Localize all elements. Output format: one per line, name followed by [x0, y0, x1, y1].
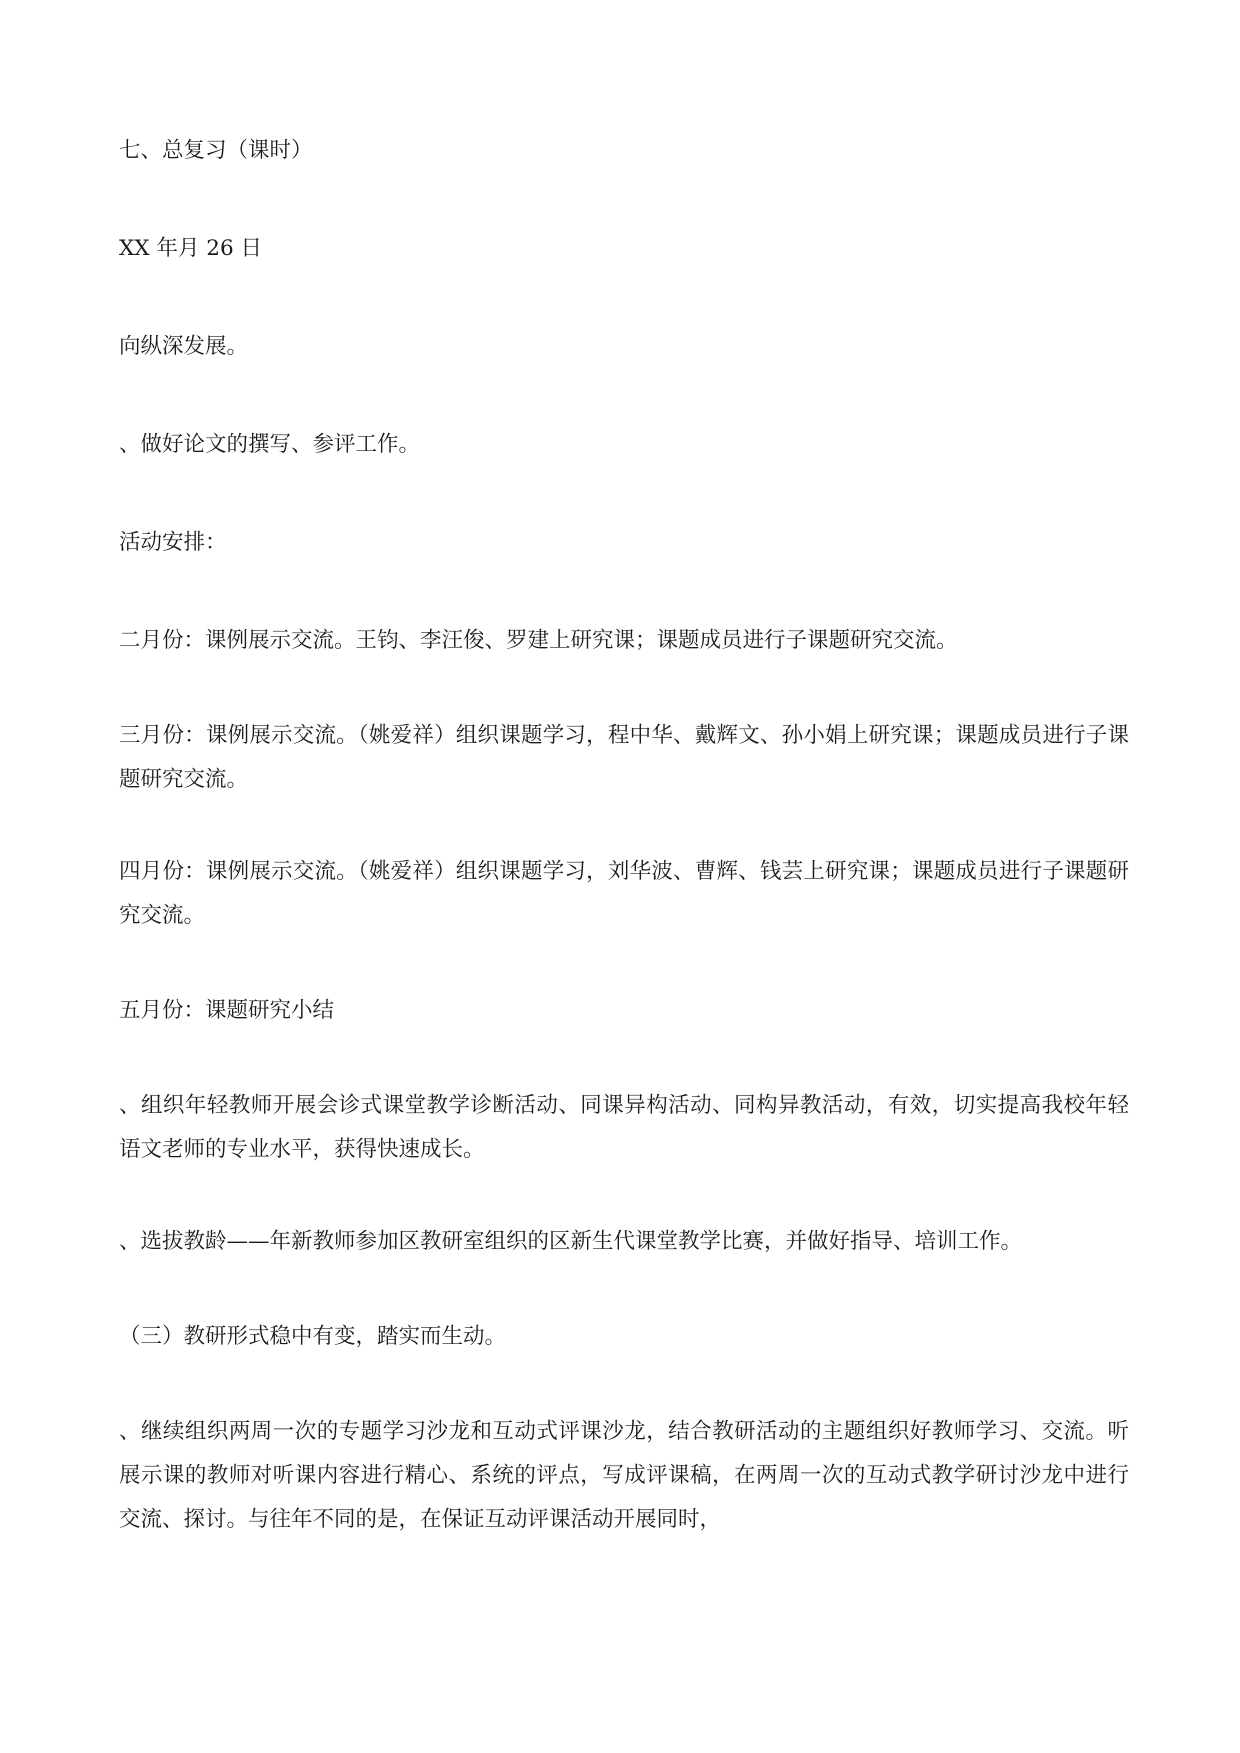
- paragraph: 、做好论文的撰写、参评工作。: [119, 432, 421, 457]
- document-body: [119, 126, 1129, 1590]
- date-line: XX 年月 26 日: [119, 236, 262, 261]
- schedule-march: 三月份：课例展示交流。（姚爱祥）组织课题学习，程中华、戴辉文、孙小娟上研究课；课题成员进行子课题研究交流。: [119, 723, 1129, 792]
- schedule-may: 五月份：课题研究小结: [119, 998, 335, 1023]
- paragraph: 、继续组织两周一次的专题学习沙龙和互动式评课沙龙，结合教研活动的主题组织好教师学习、交流。听展示课的教师对听课内容进行精心、系统的评点，写成评课稿，在两周一次的互动式教学研讨沙龙中进行交流、探讨。与往年不同的是，在保证互动评课活动开展同时，: [119, 1419, 1129, 1532]
- paragraph: 、组织年轻教师开展会诊式课堂教学诊断活动、同课异构活动、同构异教活动，有效，切实提高我校年轻语文老师的专业水平，获得快速成长。: [119, 1093, 1129, 1162]
- section-heading-review: 七、总复习（课时）: [119, 138, 313, 163]
- section-heading-three: （三）教研形式稳中有变，踏实而生动。: [119, 1324, 507, 1349]
- schedule-february: 二月份：课例展示交流。王钧、李汪俊、罗建上研究课；课题成员进行子课题研究交流。: [119, 628, 958, 653]
- paragraph: 、选拔教龄——年新教师参加区教研室组织的区新生代课堂教学比赛，并做好指导、培训工作。: [119, 1229, 1023, 1254]
- paragraph: 向纵深发展。: [119, 334, 249, 359]
- schedule-april: 四月份：课例展示交流。（姚爱祥）组织课题学习，刘华波、曹辉、钱芸上研究课；课题成员进行子课题研究交流。: [119, 859, 1129, 928]
- activity-heading: 活动安排：: [119, 530, 227, 555]
